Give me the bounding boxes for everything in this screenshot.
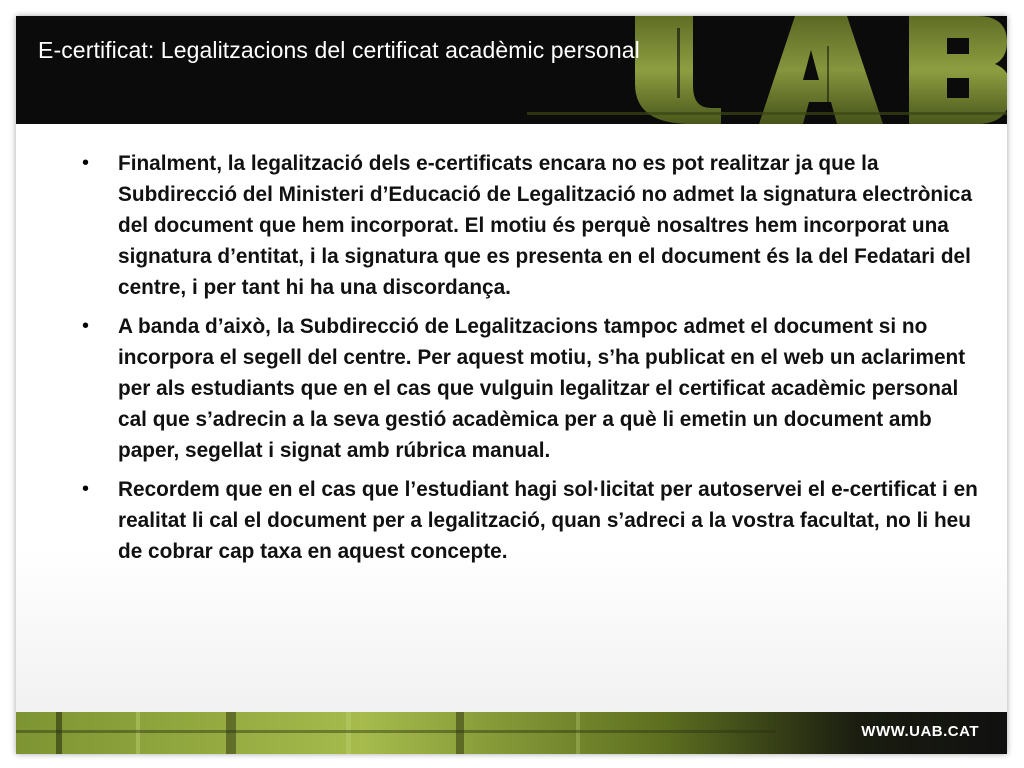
bullet-text: A banda d’això, la Subdirecció de Legalitzacions tampoc admet el document si no incorpora el segell del centre. Per aquest motiu, s’ha publicat en el web un aclariment per als estudiants que en el cas que vulguin legalitzar el certificat acadèmic personal cal que s’adrecin a la seva gestió acadèmica per a què li emetin un document amb paper, segellat i signat amb rúbrica manual.: [118, 315, 966, 462]
bullet-icon: •: [82, 315, 90, 337]
bullet-item: [76, 148, 988, 303]
footer-banner: [16, 712, 1007, 754]
bullet-item: [76, 474, 988, 567]
header-banner: [16, 16, 1007, 124]
content-area: [76, 148, 988, 575]
bullet-icon: •: [82, 478, 90, 500]
slide-title: E-certificat: Legalitzacions del certificat acadèmic personal: [38, 37, 640, 63]
footer-texture: [16, 712, 1007, 754]
bullet-icon: •: [82, 152, 90, 174]
footer-url: WWW.UAB.CAT: [861, 723, 979, 740]
bullet-text: Recordem que en el cas que l’estudiant hagi sol·licitat per autoservei el e-certificat i en realitat li cal el document per a legalització, quan s’adreci a la vostra facultat, no li heu de cobrar cap taxa en aquest concepte.: [118, 478, 978, 563]
bullet-list: [76, 148, 988, 567]
slide: [16, 16, 1007, 754]
uab-logo-art: [527, 16, 1007, 124]
bullet-text: Finalment, la legalització dels e-certificats encara no es pot realitzar ja que la Subdirecció del Ministeri d’Educació de Legalització no admet la signatura electrònica del document que hem incorporat. El motiu és perquè nosaltres hem incorporat una signatura d’entitat, i la signatura que es presenta en el document és la del Fedatari del centre, i per tant hi ha una discordança.: [118, 152, 973, 299]
bullet-item: [76, 311, 988, 466]
